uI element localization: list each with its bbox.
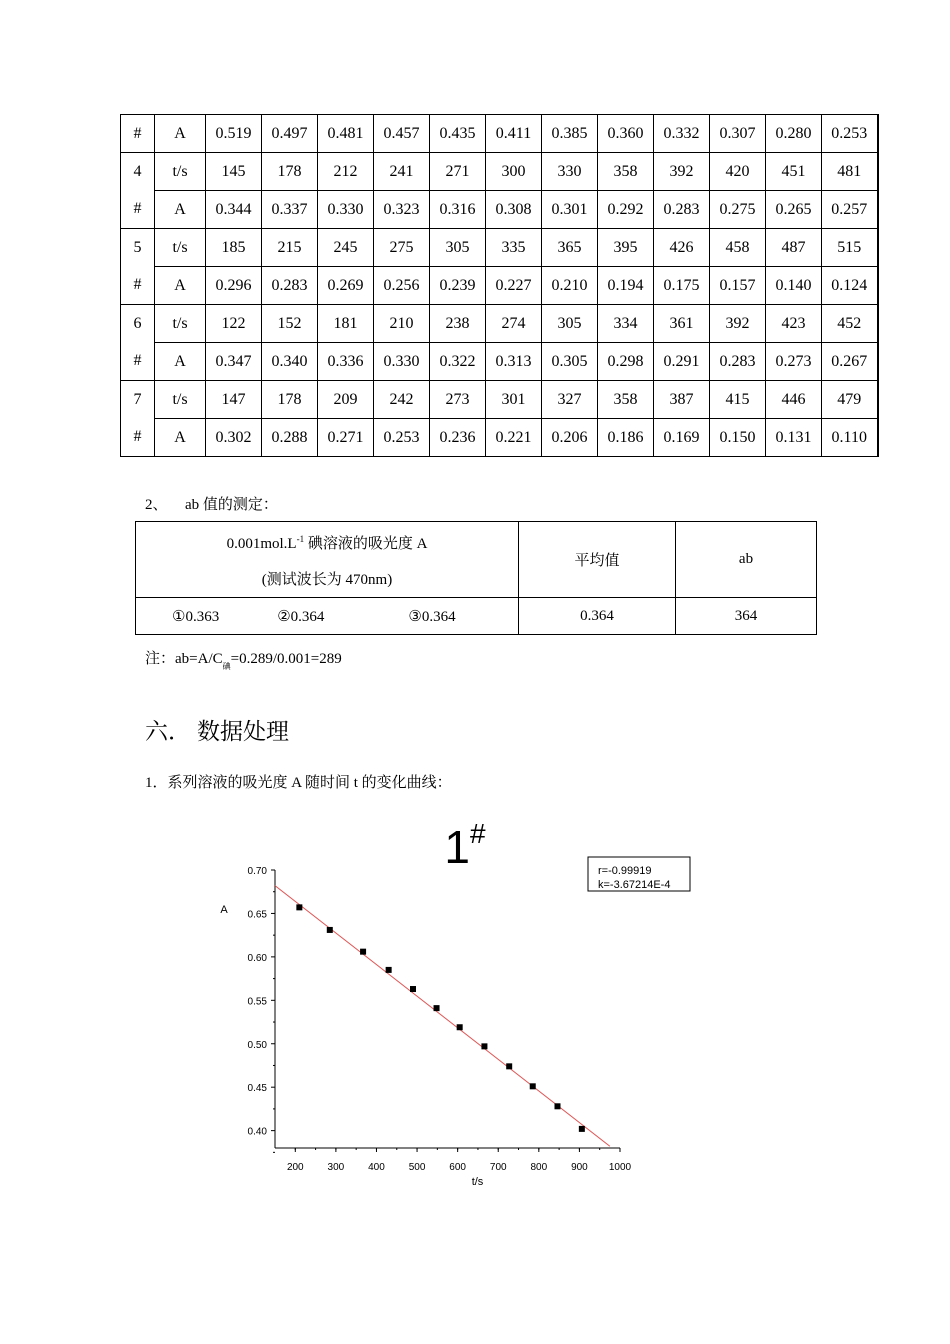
table-cell: 0.411: [486, 115, 542, 153]
table-cell: 387: [654, 381, 710, 419]
table-cell: 458: [710, 229, 766, 267]
table-cell: 301: [486, 381, 542, 419]
x-tick-label: 600: [449, 1162, 466, 1173]
table-cell: 0.186: [598, 419, 654, 457]
table-cell: 0.131: [766, 419, 822, 457]
data-points: [296, 904, 584, 1132]
table-cell: 0.330: [318, 191, 374, 229]
row-label-cell: A: [155, 267, 206, 305]
table-cell: 358: [598, 153, 654, 191]
table-cell: 0.305: [542, 343, 598, 381]
ab-section-heading: [145, 493, 278, 514]
annotation-line: r=-0.99919: [598, 865, 652, 877]
table-cell: 0.273: [766, 343, 822, 381]
table-cell: 0.283: [710, 343, 766, 381]
table-cell: 0.110: [822, 419, 878, 457]
table-cell: 392: [654, 153, 710, 191]
table-cell: 335: [486, 229, 542, 267]
table-cell: 446: [766, 381, 822, 419]
row-id-cell: #: [121, 267, 155, 305]
table-cell: 0.280: [766, 115, 822, 153]
table-row: [121, 115, 878, 153]
table-cell: 275: [374, 229, 430, 267]
table-cell: 361: [654, 305, 710, 343]
y-tick-label: 0.60: [247, 952, 267, 964]
table-cell: 210: [374, 305, 430, 343]
x-tick-label: 300: [327, 1162, 345, 1173]
data-point: [579, 1126, 585, 1132]
data-point: [554, 1103, 560, 1109]
table-cell: 0.169: [654, 419, 710, 457]
fit-annotation: [588, 857, 690, 891]
table-cell: 0.150: [710, 419, 766, 457]
ab-measurements-cell: [136, 598, 519, 635]
table-cell: 300: [486, 153, 542, 191]
table-cell: 0.269: [318, 267, 374, 305]
ab-header-line2: (测试波长为 470nm): [261, 572, 393, 588]
row-label-cell: A: [155, 419, 206, 457]
table-cell: 147: [206, 381, 262, 419]
table-cell: 0.175: [654, 267, 710, 305]
table-cell: 178: [262, 153, 318, 191]
table-cell: 0.271: [318, 419, 374, 457]
measurement-3: ③0.364: [408, 608, 456, 625]
annotation-line: k=-3.67214E-4: [598, 879, 671, 891]
table-cell: 0.323: [374, 191, 430, 229]
y-tick-label: 0.50: [247, 1039, 267, 1051]
chart-title: 1#: [444, 818, 486, 873]
table-cell: 0.256: [374, 267, 430, 305]
data-table: [120, 114, 879, 457]
table-cell: 0.206: [542, 419, 598, 457]
table-cell: 0.298: [598, 343, 654, 381]
row-label-cell: t/s: [155, 153, 206, 191]
table-cell: 0.194: [598, 267, 654, 305]
table-cell: 0.340: [262, 343, 318, 381]
table-cell: 0.337: [262, 191, 318, 229]
section-title-text: 数据处理: [197, 719, 289, 744]
table-cell: 0.283: [262, 267, 318, 305]
table-cell: 185: [206, 229, 262, 267]
table-cell: 0.257: [822, 191, 878, 229]
table-cell: 0.457: [374, 115, 430, 153]
table-cell: 330: [542, 153, 598, 191]
table-cell: 0.227: [486, 267, 542, 305]
table-row: [121, 267, 878, 305]
table-row: [121, 153, 878, 191]
x-tick-label: 1000: [608, 1162, 632, 1173]
table-cell: 145: [206, 153, 262, 191]
table-cell: 209: [318, 381, 374, 419]
row-id-cell: #: [121, 419, 155, 457]
row-id-cell: 6: [121, 305, 155, 343]
row-id-cell: #: [121, 115, 155, 153]
table-cell: 274: [486, 305, 542, 343]
data-point: [506, 1063, 512, 1069]
table-cell: 0.124: [822, 267, 878, 305]
table-cell: 451: [766, 153, 822, 191]
x-axis-label: t/s: [471, 1176, 484, 1188]
table-row: [121, 229, 878, 267]
table-cell: 0.302: [206, 419, 262, 457]
table-cell: 426: [654, 229, 710, 267]
table-cell: 0.322: [430, 343, 486, 381]
table-cell: 334: [598, 305, 654, 343]
section-title: [145, 713, 289, 746]
row-label-cell: A: [155, 115, 206, 153]
row-label-cell: t/s: [155, 381, 206, 419]
ab-table: [135, 521, 817, 635]
table-cell: 0.210: [542, 267, 598, 305]
ab-header-ab: ab: [676, 522, 817, 598]
table-cell: 215: [262, 229, 318, 267]
ab-section-title: ab 值的测定：: [185, 497, 278, 513]
data-point: [434, 1005, 440, 1011]
chart-axes: [275, 870, 620, 1148]
row-id-cell: 5: [121, 229, 155, 267]
data-point: [296, 904, 302, 910]
data-point: [457, 1024, 463, 1030]
table-cell: 392: [710, 305, 766, 343]
table-cell: 0.385: [542, 115, 598, 153]
y-tick-label: 0.55: [247, 996, 267, 1008]
x-tick-label: 200: [286, 1162, 304, 1173]
table-cell: 0.140: [766, 267, 822, 305]
data-point: [410, 986, 416, 992]
table-cell: 452: [822, 305, 878, 343]
table-cell: 0.330: [374, 343, 430, 381]
y-tick-label: 0.70: [247, 866, 267, 877]
table-cell: 271: [430, 153, 486, 191]
data-point: [386, 967, 392, 973]
table-cell: 0.481: [318, 115, 374, 153]
table-cell: 181: [318, 305, 374, 343]
table-row: [121, 191, 878, 229]
table-cell: 0.360: [598, 115, 654, 153]
table-cell: 305: [542, 305, 598, 343]
table-cell: 0.301: [542, 191, 598, 229]
ab-value: 364: [676, 598, 817, 635]
measurement-2: ②0.364: [277, 608, 325, 625]
table-cell: 122: [206, 305, 262, 343]
x-tick-label: 800: [530, 1162, 548, 1173]
table-cell: 305: [430, 229, 486, 267]
data-point: [530, 1083, 536, 1089]
table-cell: 0.347: [206, 343, 262, 381]
table-cell: 0.283: [654, 191, 710, 229]
table-cell: 212: [318, 153, 374, 191]
row-id-cell: #: [121, 191, 155, 229]
data-point: [360, 949, 366, 955]
table-cell: 0.253: [822, 115, 878, 153]
table-cell: 0.336: [318, 343, 374, 381]
data-point: [327, 927, 333, 933]
table-cell: 0.497: [262, 115, 318, 153]
ab-table-header-row: [136, 522, 817, 598]
table-row: [121, 343, 878, 381]
table-cell: 0.239: [430, 267, 486, 305]
table-cell: 487: [766, 229, 822, 267]
table-cell: 0.435: [430, 115, 486, 153]
table-cell: 178: [262, 381, 318, 419]
table-cell: 0.221: [486, 419, 542, 457]
ab-average-value: 0.364: [519, 598, 676, 635]
table-cell: 242: [374, 381, 430, 419]
table-cell: 365: [542, 229, 598, 267]
table-cell: 152: [262, 305, 318, 343]
table-cell: 0.344: [206, 191, 262, 229]
ab-header-absorbance: [136, 522, 519, 598]
table-cell: 241: [374, 153, 430, 191]
ab-table-value-row: [136, 598, 817, 635]
table-cell: 515: [822, 229, 878, 267]
table-cell: 0.291: [654, 343, 710, 381]
row-label-cell: t/s: [155, 229, 206, 267]
table-row: [121, 419, 878, 457]
y-axis-label: A: [220, 904, 228, 917]
y-tick-label: 0.65: [247, 909, 267, 921]
absorbance-time-chart: [200, 810, 720, 1195]
table-cell: 0.292: [598, 191, 654, 229]
x-tick-label: 500: [408, 1162, 426, 1173]
row-label-cell: A: [155, 343, 206, 381]
table-cell: 0.236: [430, 419, 486, 457]
table-cell: 0.307: [710, 115, 766, 153]
table-cell: 0.296: [206, 267, 262, 305]
table-cell: 0.275: [710, 191, 766, 229]
data-point: [481, 1043, 487, 1049]
row-id-cell: #: [121, 343, 155, 381]
section-index: 六．: [145, 719, 191, 744]
table-cell: 327: [542, 381, 598, 419]
ab-note: 注：$ab=A/C_碘=0.289/0.001=289$: [145, 651, 342, 671]
ab-section-number: 2、: [145, 497, 168, 513]
table-cell: 0.308: [486, 191, 542, 229]
table-cell: 0.253: [374, 419, 430, 457]
row-id-cell: 4: [121, 153, 155, 191]
table-cell: 395: [598, 229, 654, 267]
table-cell: 415: [710, 381, 766, 419]
table-row: [121, 305, 878, 343]
x-tick-label: 900: [571, 1162, 588, 1173]
table-cell: 420: [710, 153, 766, 191]
table-cell: 481: [822, 153, 878, 191]
row-label-cell: t/s: [155, 305, 206, 343]
ab-header-average: 平均值: [519, 522, 676, 598]
table-cell: 273: [430, 381, 486, 419]
table-cell: 358: [598, 381, 654, 419]
table-cell: 0.313: [486, 343, 542, 381]
table-cell: 0.265: [766, 191, 822, 229]
table-cell: 238: [430, 305, 486, 343]
table-cell: 479: [822, 381, 878, 419]
table-cell: 423: [766, 305, 822, 343]
table-cell: 0.519: [206, 115, 262, 153]
table-cell: 0.332: [654, 115, 710, 153]
chart-ticks: [248, 866, 632, 1173]
ab-header-line1: $0.001mol.L^{-1}$ 碘溶液的吸光度 A: [226, 534, 428, 552]
table-cell: 245: [318, 229, 374, 267]
table-cell: 0.316: [430, 191, 486, 229]
x-tick-label: 700: [489, 1162, 507, 1173]
measurement-1: ①0.363: [172, 608, 220, 625]
table-cell: 0.157: [710, 267, 766, 305]
table-row: [121, 381, 878, 419]
table-cell: 0.267: [822, 343, 878, 381]
table-cell: 0.288: [262, 419, 318, 457]
y-tick-label: 0.40: [247, 1126, 267, 1138]
chart-intro: 1．系列溶液的吸光度 A 随时间 t 的变化曲线：: [145, 775, 452, 791]
y-tick-label: 0.45: [247, 1083, 267, 1095]
row-id-cell: 7: [121, 381, 155, 419]
x-tick-label: 400: [368, 1162, 385, 1173]
row-label-cell: A: [155, 191, 206, 229]
